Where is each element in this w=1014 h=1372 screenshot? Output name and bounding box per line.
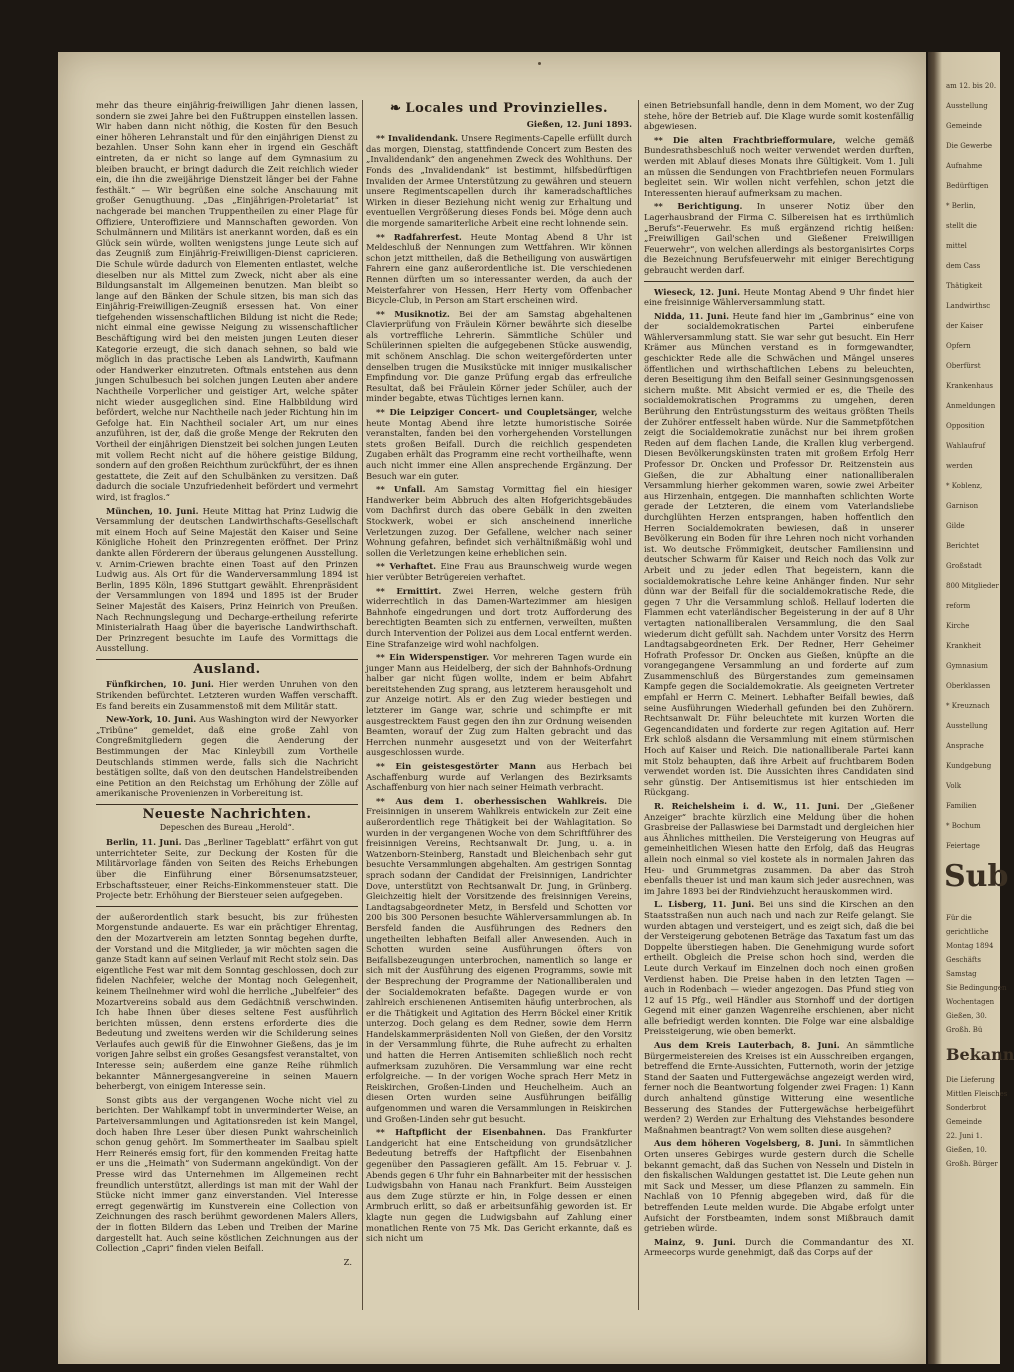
adjacent-text-fragment: Wahlaufruf: [946, 442, 986, 450]
adjacent-text-fragment: Gymnasium: [946, 662, 988, 670]
article-text: Der „Gießener Anzeiger“ brachte kürzlich eine Meldung über die hohen Grasbreise der Pallaswiese bei Darmstadt und dergleichen hier aus Ähnliches mittheilen. Die Versteigerung von Heugras auf gemeinheitlichen Wiesen hatte den Erfolg, daß das Heugras allein noch einmal so viel kostete als in normalen Jahren das Heu- und Grummetgras zusammen. Da aber das Stroh ebenfalls theuer ist und man kaum sich jeder ausrechnen, was im Jahre 1893 bei der Rindviehzucht herauskommen wird.: [644, 801, 914, 896]
item-lead: ** Ein Widerspenstiger.: [376, 652, 490, 663]
section-divider: [96, 804, 358, 805]
section-divider: [96, 659, 358, 660]
adjacent-text-fragment: Ansprache: [946, 742, 984, 750]
dateline-lead: Fünfkirchen, 10. Juni.: [106, 679, 214, 690]
adjacent-text-fragment: Mittlen Fleisches: [946, 1090, 1008, 1098]
article-text: Bei der am Samstag abgehaltenen Clavierprüfung von Fräulein Körner bewährte sich dieselbe als vortreffliche Lehrerin. Sämmtliche Schüler und Schülerinnen spielten die aufgegebenen Stücke auswendig, mit schönem Anschlag. Die schon weitergeförderten unter denselben trugen die Musikstücke mit inniger musikalischer Empfindung vor. Die ganze Prüfung ergab das erfreuliche Resultat, daß bei Fräulein Körner jeder Schüler, auch der minder begabte, etwas Tüchtiges lernen kann.: [366, 308, 632, 404]
adjacent-heading: Bekann: [946, 1045, 1014, 1064]
adjacent-text-fragment: am 12. bis 20.: [946, 82, 997, 90]
adjacent-text-fragment: Ausstellung: [946, 722, 988, 730]
article-text: Heute Montag Abend 9 Uhr findet hier eine freisinnige Wählerversammlung statt.: [644, 286, 914, 308]
article-text: Bei uns sind die Kirschen an den Staatsstraßen nun auch nach und nach zur Reife gelangt. Sie wurden abtagen und versteigert, und es zeigt sich, daß die bei der Versteigerung gebotenen Beträge das Taxatum fast um das Doppelte überstiegen haben. Die Genehmigung wurde sofort ertheilt. Obgleich die Preise schon hoch sind, werden die Leute durch Verkauf im Einzelnen doch noch einen großen Verdienst haben. Die Preise haben in den letzten Tagen — auch in Rodenbach — wieder angezogen. Das Pfund stieg von 12 auf 15 Pfg., weil Händler aus Stornhoff und der dortigen Gegend mit einer ganzen Wagenreihe erschienen, aber nicht alle befriedigt werden konnten. Die Folge war eine alsbaldige Preissteigerung, wie oben bemerkt.: [644, 899, 914, 1037]
section-title-neueste: Neueste Nachrichten.: [142, 807, 312, 822]
article-paragraph: [366, 1127, 632, 1244]
adjacent-text-fragment: Anmeldungen: [946, 402, 996, 410]
item-lead: ** Berichtigung.: [654, 201, 743, 212]
article-paragraph: [644, 1237, 914, 1258]
adjacent-text-fragment: Berichtet: [946, 542, 980, 550]
section-divider: [96, 906, 358, 907]
dateline-lead: New-York, 10. Juni.: [106, 714, 197, 725]
article-paragraph: [644, 311, 914, 798]
item-lead: ** Die Leipziger Concert- und Coupletsänger,: [376, 407, 598, 418]
column-2: [366, 100, 632, 1308]
item-lead: ** Die alten Frachtbriefformulare,: [654, 134, 836, 145]
adjacent-text-fragment: Wochentagen: [946, 998, 995, 1006]
item-lead: ** Aus dem 1. oberhessischen Wahlkreis.: [376, 795, 608, 806]
article-text: Zwei Herren, welche gestern früh widerrechtlich in das Damen-Wartezimmer am hiesigen Bahnhofe eingedrungen und dort trotz Aufforderung des berechtigten Beamten sich zu entfernen, verweilten, mußten durch Intervention der Polizei aus dem Local entfernt werden. Eine Strafanzeige wird wohl nachfolgen.: [366, 585, 632, 649]
adjacent-text-fragment: * Koblenz,: [946, 482, 983, 490]
adjacent-text-fragment: Geschäfts: [946, 956, 981, 964]
adjacent-text-fragment: Gießen, 30.: [946, 1012, 987, 1020]
section-divider: [644, 281, 914, 282]
adjacent-text-fragment: Gemeinde: [946, 122, 982, 130]
adjacent-text-fragment: Montag 1894: [946, 942, 994, 950]
article-paragraph: [96, 679, 358, 711]
article-text: welche gemäß Bundesrathsbeschluß noch weiter verwendet werden durften, werden mit Ablauf dieses Monats ihre Gültigkeit. Vom 1. Juli an müssen die Sendungen von Frachtbriefen neuen Formulars begleitet sein. Wir wollen nicht verfehlen, schon jetzt die Interessenten hierauf aufmerksam zu machen.: [644, 134, 914, 198]
adjacent-text-fragment: Aufnahme: [946, 162, 983, 170]
adjacent-text-fragment: Großh. Bü: [946, 1026, 983, 1034]
adjacent-text-fragment: dem Cass: [946, 262, 981, 270]
article-paragraph: [366, 586, 632, 650]
article-paragraph: [644, 1138, 914, 1233]
article-paragraph: [96, 714, 358, 799]
adjacent-text-fragment: Gießen, 10.: [946, 1146, 987, 1154]
item-lead: ** Verhaftet.: [376, 561, 437, 572]
author-signature: Z.: [343, 1256, 352, 1267]
article-text: Aus Washington wird der Newyorker „Tribüne“ gemeldet, daß eine große Zahl von Congreßmitgliedern gegen die Aenderung der Bestimmungen der Mac Kinleybill zum Vortheile Deutschlands stimmen werde, falls sich die Nachricht bestätigen sollte, daß von den deutschen Handelstreibenden eine Petition an den Reichstag um Erhöhung der Zölle auf amerikanische Provenienzen in Vorbereitung ist.: [96, 714, 358, 799]
article-text: Die Freisinnigen in unserem Wahlkreis entwickeln zur Zeit eine außerordentlich rege Thätigkeit bei der Wahlagitation. So wurden in der vergangenen Woche von dem Schriftführer des freisinnigen Vereins, Rechtsanwalt Dr. Jung, u. a. in Watzenborn-Steinberg, Ranstadt und Bleichenbach sehr gut besuchte Versammlungen abgehalten. Am gestrigen Sonntag sprach sodann der Candidat der Freisinnigen, Landrichter Dove, unterstützt von Rechtsanwalt Dr. Jung, in Grünberg. Gleichzeitig hielt der Vorsitzende des freisinnigen Vereins, Landtagsabgeordneter Metz, in Bersfeld und Schotten vor 200 bis 300 Personen besuchte Wählerversammlungen ab. In Bersfeld fanden die Ausführungen des Redners den ungetheilten lebhaften Beifall aller Anwesenden. Auch in Schotten wurden seine Ausführungen öfters von Beifallsbezeugungen unterbrochen, namentlich so lange er sich mit der Ausführung des eigenen Programms, sowie mit der Besprechung der Programme der Nationalliberalen und der Socialdemokraten befaßte. Dagegen wurde er von zahlreich erschienenen Antisemiten häufig unterbrochen, als er die Thätigkeit und Agitation des Herrn Böckel einer Kritik unterzog. Doch gelang es dem Redner, sowie dem Herrn Handelskammerpräsidenten Noll von Gießen, der den Vorsitz in der Versammlung führte, die Ruhe aufrecht zu erhalten und hatten die Herren Antisemiten schließlich noch recht aufmerksam zuzuhören. Die Versammlung war eine recht erfolgreiche. — In der vorigen Woche sprach Herr Metz in Reiskirchen, Großen-Linden und Heuchelheim. Auch an diesen Orten wurden seine Ausführungen beifällig aufgenommen und waren die Versammlungen in Reiskirchen und Großen-Linden sehr gut besucht.: [366, 795, 632, 1124]
section-title-ausland: Ausland.: [193, 661, 261, 677]
adjacent-text-fragment: Bedürftigen: [946, 182, 989, 190]
article-text: In unserer Notiz über den Lagerhausbrand der Firma C. Silbereisen hat es irrthümlich „Berufs“-Feuerwehr. Es muß ergänzend richtig heißen: „Freiwilligen Gail'schen und Gießener Freiwilligen Feuerwehr“, von welchen allerdings als bestorganisirtes Corps die Bezeichnung Berufsfeuerwehr mit einiger Berechtigung gebraucht werden darf.: [644, 201, 914, 275]
page-mark: [538, 62, 541, 65]
adjacent-text-fragment: Thätigkeit: [946, 282, 983, 290]
column-rule: [638, 100, 639, 1310]
adjacent-text-fragment: gerichtliche: [946, 928, 989, 936]
adjacent-text-fragment: der Kaiser: [946, 322, 983, 330]
adjacent-text-fragment: Sie Bedingungen: [946, 984, 1007, 992]
dateline-lead: Aus dem Kreis Lauterbach, 8. Juni.: [654, 1040, 840, 1051]
dateline-lead: Berlin, 11. Juni.: [106, 837, 182, 848]
item-lead: ** Unfall.: [376, 484, 426, 495]
article-paragraph: [366, 652, 632, 758]
item-lead: ** Ein geistesgestörter Mann: [376, 761, 537, 772]
adjacent-text-fragment: * Bochum: [946, 822, 981, 830]
adjacent-text-fragment: Oberfürst: [946, 362, 981, 370]
adjacent-text-fragment: reform: [946, 602, 971, 610]
dateline-lead: Wieseck, 12. Juni.: [654, 286, 740, 297]
article-paragraph: [644, 287, 914, 308]
dateline-lead: München, 10. Juni.: [106, 505, 199, 516]
article-paragraph: [644, 899, 914, 1037]
article-text: An sämmtliche Bürgermeistereien des Kreises ist ein Ausschreiben ergangen, betreffend die Ernte-Aussichten, Futternoth, worin der jetzige Stand der Saaten und Futtergewächse angezeigt werden wird, ferner noch die Beantwortung folgender zwei Fragen: 1) Kann durch anhaltend günstige Witterung eine wesentliche Besserung des Standes der Futtergewächse herbeigeführt werden? 2) Werden zur Erhaltung des Viehstandes besondere Maßnahmen beantragt? Von wem sollten diese ausgehen?: [644, 1040, 914, 1135]
column-rule: [362, 100, 363, 1310]
article-paragraph: [366, 232, 632, 306]
item-lead: ** Musiknotiz.: [376, 308, 450, 319]
article-paragraph: [366, 761, 632, 793]
adjacent-text-fragment: 800 Mitglieder: [946, 582, 999, 590]
article-paragraph: [366, 407, 632, 481]
article-text: Heute Mittag hat Prinz Ludwig die Versammlung der deutschen Landwirthschafts-Gesellschaft mit einem Hoch auf Seine Majestät den Kaiser und Seine Königliche Hoheit den Prinzregenten eröffnet. Der Prinz dankte allen Förderern der überaus gelungenen Ausstellung. v. Arnim-Criewen brachte einen Toast auf den Prinzen Ludwig aus. Als Ort für die Wanderversammlung 1894 ist Berlin, 1895 Köln, 1896 Stuttgart gewählt. Ehrenpräsident der Versammlungen von 1894 und 1895 ist der Bruder Seiner Majestät des Kaisers, Prinz Heinrich von Preußen. Nach Rechnungslegung und Decharge-ertheilung referirte Ministerialrath Haag über die bayerische Landwirthschaft. Der Prinzregent besuchte im Laufe des Vormittags die Ausstellung.: [96, 505, 358, 654]
adjacent-text-fragment: Kundgebung: [946, 762, 992, 770]
adjacent-text-fragment: Gilde: [946, 522, 965, 530]
article-text: Hier werden Unruhen von den Strikenden befürchtet. Letzteren wurden Waffen verschafft. Es fand bereits ein Zusammenstoß mit dem Militär statt.: [96, 679, 358, 711]
adjacent-text-fragment: Feiertage: [946, 842, 980, 850]
adjacent-page-edge: [928, 52, 1014, 1364]
article-text: Unsere Regiments-Capelle erfüllt durch das morgen, Dienstag, stattfindende Concert zum Besten des „Invalidendank“ den angenehmen Zweck des Wohlthuns. Der Fonds des „Invalidendank“ ist bestimmt, hilfsbedürftigen Invaliden der Armee Unterstützung zu gewähren und steuern unsere Regimentscapellen durch ihr kameradschaftliches Wirken in dieser Beziehung nicht wenig zur Erhaltung und eventuellen Vergrößerung dieses Fonds bei. Möge denn auch die morgende samariterliche Arbeit eine recht lohnende sein.: [366, 133, 633, 228]
adjacent-text-fragment: Die Lieferung: [946, 1076, 995, 1084]
adjacent-text-fragment: Gemeinde: [946, 1118, 982, 1126]
section-title-locales: [366, 101, 632, 116]
article-paragraph: [366, 561, 632, 582]
article-paragraph: [366, 309, 632, 404]
item-lead: ** Radfahrerfest.: [376, 231, 462, 242]
article-text: Vor mehreren Tagen wurde ein junger Mann aus Heidelberg, der sich der Bahnhofs-Ordnung halber gar nicht fügen wollte, indem er beim Abfahrt bereitstehenden Zug sprang, aus letzterem herausgeholt und zur Anzeige notirt. Als er den Zug wieder bestiegen und letzterer im Gange war, schrie und schimpfte er mit ausgestrecktem Faust gegen den ihn zur Ordnung weisenden Beamten, worauf der Zug zum Halten gebracht und das Herrchen nunmehr ausgesetzt und von der Weiterfahrt ausgeschlossen wurde.: [366, 652, 632, 758]
dateline-lead: L. Lisberg, 11. Juni.: [654, 899, 755, 910]
column-3: [644, 100, 914, 1308]
article-paragraph: [366, 484, 632, 558]
article-paragraph: mehr das theure einjährig-freiwilligen Jahr dienen lassen, sondern sie zwei Jahre bei den Fußtruppen einstellen lassen. Wir haben dann nicht nöthig, die Kosten für den Besuch einer höheren Lehranstalt und für den einjährigen Dienst zu bezahlen. Unser Sohn kann eher in irgend ein Geschäft eintreten, da er nicht so lange auf dem Gymnasium zu bleiben braucht, er bringt dadurch die Zeit reichlich wieder ein, die ihn die zweijährige Dienstzeit länger bei der Fahne festhält.“ — Wir begrüßen eine solche Anschauung mit großer Genugthuung. „Das „Einjährigen-Proletariat“ ist nachgerade bei manchen Truppentheilen zu einer Plage für Offiziere, Unteroffiziere und Mannschaften geworden. Von Schulmännern und Militärs ist anerkannt worden, daß es ein Glück sein würde, wollten wenigstens junge Leute sich auf das Zeugniß zum Einjährig-Freiwilligen-Dienst capricieren. Die Schule würde dadurch von Elementen entlastet, welche dieselben nur als Mittel zum Zweck, nicht aber als eine Bildungsanstalt im Allgemeinen benutzen. Man bleibt so lange auf den Bänken der Schule sitzen, bis man sich das Einjährig-Freiwilligen-Zeugniß ersessen hat. Von einer tiefgehenden wissenschaftlichen Bildung ist nicht die Rede; nicht einmal eine gewisse Neigung zu wissenschaftlicher Beschäftigung wird bei den meisten jungen Leuten dieser Kategorie erzeugt, die sich danach sehnen, so bald wie möglich in das practische Leben als Landwirth, Kaufmann oder Handwerker einzutreten. Oftmals entstehen aus denn jungen Schulbesuch bei solchen jungen Leuten aber andere Nachtheile Vorperlicher und geistiger Art, welche später nicht wieder ausgeglichen sind. Eine Halbbildung wird befördert, welche nur Nachtheile nach jeder Richtung hin im Gefolge hat. Ein Nachtheil socialer Art, um nur eines anzuführen, ist der, daß die große Menge der Rekruten den Vortheil der einjährigen Dienstzeit bei solchen jungen Leuten mit vollem Recht nicht auf die höhere geistige Bildung, sondern auf den großen Reichthum zurückführt, der es ihnen gestattete, die Zeit auf den Schulbänken zu versitzen. Daß dadurch die sociale Unzufriedenheit befördert und vermehrt wird, ist fraglos.“: [96, 100, 358, 502]
article-text: welche heute Montag Abend ihre letzte humoristische Soirée veranstalten, fanden bei den vorhergehenden Vorstellungen stets großen Beifall. Durch die reichlich gespendeten Zugaben erhält das Programm eine recht vortheilhafte, wenn auch nicht immer eine Allen ansprechende Ergänzung. Der Besuch war ein guter.: [366, 407, 633, 481]
adjacent-text-fragment: * Berlin,: [946, 202, 976, 210]
article-text: In sämmtlichen Orten unseres Gebirges wurde gestern durch die Schelle bekannt gemacht, daß das Suchen von Nesseln und Disteln in den fiskalischen Waldungen gestattet ist. Die Leute gehen nun mit Sack und Messer, um diese Pflanzen zu sammeln. Ein Nachlaß von 10 Pfennig abgegeben wird, daß für die betreffenden Leute melden wurde. Die Abgabe erfolgt unter Aufsicht der Forstbeamten, indem sonst Mißbrauch damit getrieben würde.: [644, 1138, 915, 1234]
article-paragraph: [366, 796, 632, 1124]
article-text: Heute fand hier im „Gambrinus“ eine von der socialdemokratischen Partei einberufene Wählerversammlung statt. Sie war sehr gut besucht. Ein Herr Krämer aus München verstand es in formgewandter, geschickter Rede alle die Schwächen und Mängel unseres öffentlichen und wirthschaftlichen Lebens zu beleuchten, deren Beseitigung ihm den Beifall seiner Gesinnungsgenossen sichern mußte. Mit Absicht vermied er es, die Theile des socialdemokratischen Programms zu umgehen, deren Berührung den Entrüstungssturm des weitaus größten Theils der Zuhörer entfesselt haben würde. Nur die Sammetpfötchen zeigt die Socialdemokratie zunächst nur bei ihrem großen Reden auf dem flachen Lande, die Krallen klug verbergend. Diesen Bevölkerungskünsten traten mit großem Erfolg Herr Professor Dr. Oncken und Professor Dr. Reitzenstein aus Gießen, die zur Abhaltung einer nationalliberalen Versammlung hierher gekommen waren, sowie zwei Arbeiter aus Hirzenhain, entgegen. Die mannhaften schlichten Worte gerade der Letzteren, die einem vom Vaterlandsliebe durchglühten Herzen entsprangen, haben hoffentlich den Herren Socialdemokraten bewiesen, daß in unserer Bevölkerung ein Boden für ihre Lehren noch nicht vorhanden ist. Wo deutsche Frömmigkeit, deutscher Familiensinn und deutscher Schwarm für Kaiser und Reich noch das Volk zur Arbeit und zu jeder edlen That begeistern, kann die socialdemokratische Lehre keine Anhänger finden. Nur sehr dünn war der Beifall für die socialdemokratische Rede, die gegen 7 Uhr die Versammlung schloß. Hellauf loderten die Flammen echt vaterländischer Begeisterung in der auf 8 Uhr vertagten nationalliberalen Versammlung, die den Saal wiederum dicht gefüllt sah. Nachdem unter Vorsitz des Herrn Landtagsabgeordneten Erk. Der Redner, Herr Geheimer Hofrath Professor Dr. Oncken aus Gießen, knüpfte an die vorangegangene Versammlung an und forderte auf zum Zusammenschluß des Bürgerstandes zum gemeinsamen Kampfe gegen die Socialdemokratie. Als geeigneten Vertreter empfahl er Herrn C. Meinert. Lebhafter Beifall bewies, daß seine Ausführungen Wiederhall gefunden bei den Zuhörern. Rechtsanwalt Dr. Führ beleuchtete mit kurzen Worten die Gegencandidaten und forderte zur regen Agitation auf. Herr Erk schloß alsdann die Versammlung mit einem stürmischen Hoch auf Kaiser und Reich. Die nationalliberale Partei kann mit Stolz behaupten, daß ihre Arbeit auf fruchtbarem Boden verwendet worden ist. Die Aussichten ihres Candidaten sind sehr günstig. Der Antisemitismus ist hier entschieden im Rückgang.: [644, 310, 915, 798]
adjacent-heading: Sub: [944, 859, 1009, 894]
adjacent-text-fragment: Oberklassen: [946, 682, 991, 690]
dateline: Gießen, 12. Juni 1893.: [526, 118, 632, 129]
adjacent-text-fragment: Opposition: [946, 422, 985, 430]
article-paragraph: [96, 506, 358, 654]
adjacent-text-fragment: Volk: [946, 782, 962, 790]
adjacent-text-fragment: Krankheit: [946, 642, 982, 650]
article-text: Heute Montag Abend 8 Uhr ist Meldeschluß der Nennungen zum Wettfahren. Wir können schon jetzt mittheilen, daß die Betheiligung von auswärtigen Fahrern eine ganz außerordentliche ist. Die verschiedenen Rennen dürften um so interessanter werden, da auch der Meisterfahrer von Hessen, Herr Herty vom Offenbacher Bicycle-Club, in Person am Start erscheinen wird.: [366, 231, 633, 306]
dateline-lead: R. Reichelsheim i. d. W., 11. Juni.: [654, 801, 840, 811]
dateline-lead: Nidda, 11. Juni.: [654, 310, 730, 321]
adjacent-text-fragment: * Kreuznach: [946, 702, 990, 710]
adjacent-text-fragment: Opfern: [946, 342, 971, 350]
article-text: Durch die Commandantur des XI. Armeecorps wurde genehmigt, daß das Corps auf der: [644, 1236, 914, 1258]
adjacent-text-fragment: Ausstellung: [946, 102, 988, 110]
adjacent-text-fragment: Garnison: [946, 502, 979, 510]
article-text: Das Frankfurter Landgericht hat eine Entscheidung von grundsätzlicher Bedeutung betreffs der Haftpflicht der Eisenbahnen gegenüber den Passagieren gefällt. Am 15. Februar v. J. Abends gegen 6 Uhr fuhr ein Bahnarbeiter mit der hessischen Ludwigsbahn von Hanau nach Frankfurt. Beim Aussteigen aus dem Zuge stürzte er hin, in Folge dessen er einen Armbruch erlitt, so daß er arbeitsunfähig geworden ist. Er klagte nun gegen die Ludwigsbahn auf Zahlung einer monatlichen Rente von 75 Mk. Das Gericht erkannte, daß es sich nicht um: [366, 1127, 632, 1244]
article-paragraph: einen Betriebsunfall handle, denn in dem Moment, wo der Zug stehe, höre der Betrieb auf. Die Klage wurde somit kostenfällig abgewiesen.: [644, 100, 914, 132]
article-paragraph: Sonst gibts aus der vergangenen Woche nicht viel zu berichten. Der Wahlkampf tobt in unverminderter Weise, an Parteiversammlungen und Agitationsreden ist kein Mangel, doch haben Ihre Leser über diesen Punkt wahrscheinlich schon genug gehört. Im Sommertheater im Saalbau spielt Herr Reinerés emsig fort, für den kommenden Freitag hatte er uns die „Heimath“ von Sudermann angekündigt. Von der Presse wird das Unternehmen im Allgemeinen recht freundlich unterstützt, allerdings ist man mit der Wahl der Stücke nicht immer ganz einverstanden. Viel Interesse erregt gegenwärtig im Kunstverein eine Collection von Zeichnungen des rasch berühmt gewordenen Malers Allers, der in flotten Bildern das Leben und Treiben der Marine dargestellt hat. Auch seine köstlichen Zeichnungen aus der Collection „Capri“ finden vielen Beifall.: [96, 1094, 358, 1254]
item-lead: ** Invalidendank.: [376, 133, 459, 144]
adjacent-text-fragment: Großh. Bürger: [946, 1160, 998, 1168]
article-paragraph: der außerordentlich stark besucht, bis zur frühesten Morgenstunde andauerte. Es war ein prächtiger Ehrentag, den der Mozartverein am letzten Sonntag begehen durfte, der Vorstand und die Mitglieder, ja wir möchten sagen die ganze Stadt kann auf seinen Verlauf mit Recht stolz sein. Das eigentliche Fest war mit dem Sonntag geschlossen, doch zur fidelen Nachfeier, welche der Montag noch Gelegenheit, keinem Theilnehmer wird wohl die herrliche „Jubelfeier“ des Mozartvereins sobald aus dem Gedächtniß verschwinden. Ich habe Ihnen über dieses seltene Fest ausführlich berichten müssen, denn erstens erforderte dies die Bedeutung und zweitens werden wir die Schilderung seines Verlaufes auch gewiß für die Einwohner Gießens, das je im vorigen Jahre selbst ein großes Gesangsfest veranstaltet, von Interesse sein; außerdem eine ganze Reihe rühmlich bekannter Männergesangvereine in seinen Mauern beherbergt, von einigem Interesse sein.: [96, 911, 358, 1092]
article-paragraph: [644, 135, 914, 199]
dateline-lead: Aus dem höheren Vogelsberg, 8. Juni.: [654, 1138, 842, 1149]
adjacent-text-fragment: stellt die: [946, 222, 977, 230]
adjacent-text-fragment: mittel: [946, 242, 967, 250]
adjacent-text-fragment: Für die: [946, 914, 972, 922]
article-paragraph: [366, 133, 632, 228]
adjacent-text-fragment: werden: [946, 462, 973, 470]
item-lead: ** Haftpflicht der Eisenbahnen.: [376, 1127, 546, 1138]
article-text: Am Samstag Vormittag fiel ein hiesiger Handwerker beim Abbruch des alten Hofgerichtsgebäudes vom Dachfirst durch das obere Gebälk in den zweiten Stockwerk, wobei er sich anscheinend innerliche Verletzungen zuzog. Der Gefallene, welcher nach seiner Wohnung gefahren, befindet sich verhältnißmäßig wohl und sollen die Verletzungen keine erheblichen sein.: [366, 484, 632, 558]
article-text: Das „Berliner Tageblatt“ erfährt von gut unterrichteter Seite, zur Deckung der Kosten für die Militärvorlage fänden von Seiten des Reichs Erhebungen über die Einführung einer Börsenumsatzsteuer, Erbschaftssteuer, einer Reichs-Einkommensteuer statt. Die Projecte betr. Erhöhung der Biersteuer seien aufgegeben.: [96, 837, 358, 901]
adjacent-text-fragment: Kirche: [946, 622, 970, 630]
section-subtitle: Depeschen des Bureau „Herold“.: [159, 822, 295, 832]
dateline-lead: Mainz, 9. Juni.: [654, 1236, 736, 1247]
adjacent-text-fragment: Großstadt: [946, 562, 982, 570]
adjacent-text-fragment: Sonderbrot: [946, 1104, 987, 1112]
adjacent-text-fragment: Familien: [946, 802, 977, 810]
adjacent-text-fragment: Krankenhaus: [946, 382, 993, 390]
ornament-icon: ❧: [390, 101, 402, 116]
article-paragraph: [644, 201, 914, 275]
adjacent-text-fragment: 22. Juni 1.: [946, 1132, 983, 1140]
item-lead: ** Ermittirt.: [376, 585, 442, 596]
article-text: Eine Frau aus Braunschweig wurde wegen hier verübter Betrügereien verhaftet.: [366, 561, 632, 582]
column-1: [96, 100, 358, 1308]
article-paragraph: [644, 801, 914, 896]
article-text: aus Herbach bei Aschaffenburg wurde auf Verlangen des Bezirksamts Aschaffenburg von hier nach seiner Heimath verbracht.: [366, 761, 632, 793]
section-title-text: Locales und Provinzielles.: [405, 101, 608, 116]
article-paragraph: [644, 1040, 914, 1135]
adjacent-text-fragment: Landwirthsc: [946, 302, 991, 310]
adjacent-text-fragment: Die Gewerbe: [946, 142, 993, 150]
adjacent-text-fragment: Samstag: [946, 970, 977, 978]
article-paragraph: [96, 837, 358, 901]
